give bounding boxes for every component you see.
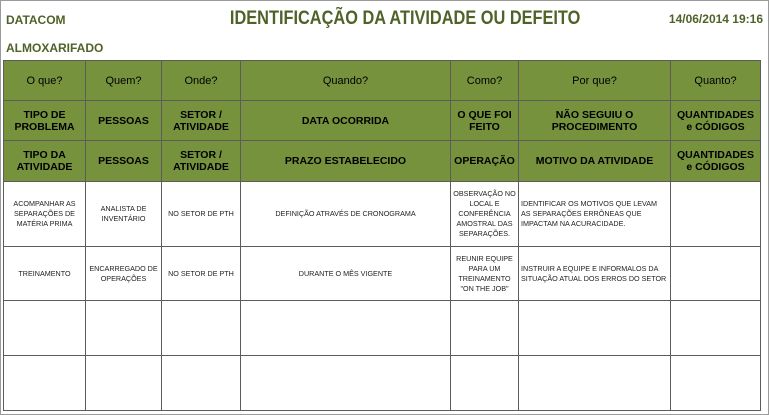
subheader-cell: NÃO SEGUIU O PROCEDIMENTO: [519, 101, 671, 141]
table-cell[interactable]: [4, 301, 86, 356]
table-cell[interactable]: [519, 356, 671, 411]
subheader-cell: TIPO DA ATIVIDADE: [4, 141, 86, 182]
table-cell[interactable]: [86, 356, 162, 411]
table-cell[interactable]: DURANTE O MÊS VIGENTE: [241, 247, 451, 301]
column-header-what: O que?: [4, 61, 86, 101]
subheader-cell: PRAZO ESTABELECIDO: [241, 141, 451, 182]
table-cell[interactable]: INSTRUIR A EQUIPE E INFORMALOS DA SITUAÇÃO ATUAL DOS ERROS DO SETOR: [519, 247, 671, 301]
column-header-why: Por que?: [519, 61, 671, 101]
table-cell[interactable]: ACOMPANHAR AS SEPARAÇÕES DE MATÉRIA PRIMA: [4, 182, 86, 247]
subheader-cell: QUANTIDADES e CÓDIGOS: [671, 101, 761, 141]
company-name: DATACOM: [6, 13, 66, 27]
table-cell[interactable]: [671, 356, 761, 411]
department-name: ALMOXARIFADO: [6, 41, 104, 55]
table-cell[interactable]: [671, 247, 761, 301]
page-title: IDENTIFICAÇÃO DA ATIVIDADE OU DEFEITO: [229, 8, 581, 29]
subheader-cell: PESSOAS: [86, 101, 162, 141]
table-cell[interactable]: IDENTIFICAR OS MOTIVOS QUE LEVAM AS SEPARAÇÕES ERRÔNEAS QUE IMPACTAM NA ACURACIDADE.: [519, 182, 671, 247]
table-cell[interactable]: [519, 301, 671, 356]
table-cell[interactable]: ENCARREGADO DE OPERAÇÕES: [86, 247, 162, 301]
table-row: [4, 356, 761, 411]
table-row: [4, 247, 761, 301]
table-cell[interactable]: ANALISTA DE INVENTÁRIO: [86, 182, 162, 247]
table-cell[interactable]: [241, 301, 451, 356]
subheader-row-problem: [4, 101, 761, 141]
report-datetime: 14/06/2014 19:16: [668, 12, 763, 26]
table-cell[interactable]: TREINAMENTO: [4, 247, 86, 301]
table-cell[interactable]: [671, 301, 761, 356]
column-header-how-much: Quanto?: [671, 61, 761, 101]
subheader-cell: MOTIVO DA ATIVIDADE: [519, 141, 671, 182]
table-cell[interactable]: [451, 301, 519, 356]
table-cell[interactable]: [451, 356, 519, 411]
subheader-cell: O QUE FOI FEITO: [451, 101, 519, 141]
column-header-how: Como?: [451, 61, 519, 101]
table-cell[interactable]: DEFINIÇÃO ATRAVÉS DE CRONOGRAMA: [241, 182, 451, 247]
table-cell[interactable]: NO SETOR DE PTH: [162, 247, 241, 301]
column-header-where: Onde?: [162, 61, 241, 101]
table-cell[interactable]: [4, 356, 86, 411]
subheader-row-activity: [4, 141, 761, 182]
table-cell[interactable]: [86, 301, 162, 356]
table-row: [4, 301, 761, 356]
column-header-who: Quem?: [86, 61, 162, 101]
table-cell[interactable]: [162, 356, 241, 411]
subheader-cell: OPERAÇÃO: [451, 141, 519, 182]
column-header-when: Quando?: [241, 61, 451, 101]
table-cell[interactable]: [671, 182, 761, 247]
table-cell[interactable]: REUNIR EQUIPE PARA UM TREINAMENTO "ON THE JOB": [451, 247, 519, 301]
subheader-cell: SETOR / ATIVIDADE: [162, 101, 241, 141]
table-cell[interactable]: OBSERVAÇÃO NO LOCAL E CONFERÊNCIA AMOSTRAL DAS SEPARAÇÕES.: [451, 182, 519, 247]
column-header-row: [4, 61, 761, 101]
subheader-cell: SETOR / ATIVIDADE: [162, 141, 241, 182]
subheader-cell: DATA OCORRIDA: [241, 101, 451, 141]
table-cell[interactable]: NO SETOR DE PTH: [162, 182, 241, 247]
table-row: [4, 182, 761, 247]
subheader-cell: TIPO DE PROBLEMA: [4, 101, 86, 141]
subheader-cell: PESSOAS: [86, 141, 162, 182]
table-cell[interactable]: [162, 301, 241, 356]
activity-table: [3, 60, 761, 411]
table-cell[interactable]: [241, 356, 451, 411]
subheader-cell: QUANTIDADES e CÓDIGOS: [671, 141, 761, 182]
